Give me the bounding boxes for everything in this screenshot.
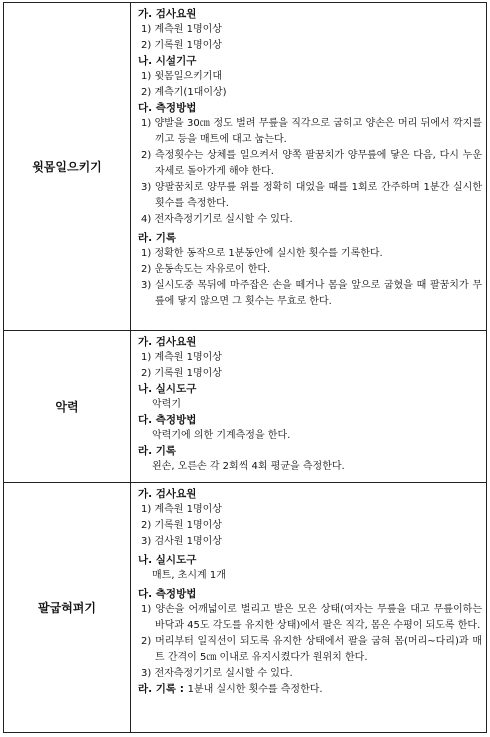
section-title: 나. 실시도구 xyxy=(138,383,197,395)
list-item: 2) 측정횟수는 상체를 일으켜서 양쪽 팔꿈치가 양무릎에 닿은 다음, 다시 누운 자세로 돌아가게 해야 한다. xyxy=(141,150,482,177)
table-row xyxy=(4,3,487,331)
list-item: 1) 정확한 동작으로 1분동안에 실시한 횟수를 기록한다. xyxy=(141,248,383,259)
list-item: 2) 머리부터 일직선이 되도록 유지한 상태에서 팔을 굽혀 몸(머리~다리)과 매트 간격이 5㎝ 이내로 유지시켰다가 원위치 한다. xyxy=(141,636,482,663)
section-title: 가. 검사요원 xyxy=(138,336,197,348)
section-title: 라. 기록 xyxy=(138,232,177,244)
list-item: 2) 계측기(1대이상) xyxy=(141,87,227,98)
section-text: 악력기에 의한 기계측정을 한다. xyxy=(152,430,291,441)
list-item: 1) 계측원 1명이상 xyxy=(141,24,222,35)
section-text: 매트, 초시계 1개 xyxy=(152,570,226,581)
table-row xyxy=(4,331,487,483)
section-title: 다. 측정방법 xyxy=(138,588,197,600)
section-title: 라. 기록 : xyxy=(138,683,184,695)
list-item: 2) 기록원 1명이상 xyxy=(141,520,222,531)
procedure-cell xyxy=(131,3,487,331)
section-title: 나. 실시도구 xyxy=(138,554,197,566)
list-item: 4) 전자측정기기로 실시할 수 있다. xyxy=(141,214,293,225)
section-text: 1분내 실시한 횟수를 측정한다. xyxy=(187,684,323,695)
section-title: 가. 검사요원 xyxy=(138,488,197,500)
list-item: 1) 양발을 30㎝ 정도 벌려 무릎을 직각으로 굽히고 양손은 머리 뒤에서 깍지를 끼고 등을 매트에 대고 눕는다. xyxy=(141,118,482,145)
procedure-cell xyxy=(131,483,487,733)
test-name: 팔굽혀펴기 xyxy=(38,601,96,615)
section-title: 나. 시설기구 xyxy=(138,55,197,67)
section-text: 왼손, 오른손 각 2회씩 4회 평균을 측정한다. xyxy=(152,461,345,472)
list-item: 3) 양팔꿈치로 양무릎 위를 정확히 대었을 때를 1회로 간주하며 1분간 실시한 횟수를 측정한다. xyxy=(141,182,482,209)
list-item: 2) 운동속도는 자유로이 한다. xyxy=(141,264,271,275)
procedure-cell xyxy=(131,331,487,483)
list-item: 2) 기록원 1명이상 xyxy=(141,368,222,379)
list-item: 2) 기록원 1명이상 xyxy=(141,40,222,51)
list-item: 1) 계측원 1명이상 xyxy=(141,352,222,363)
section-title: 라. 기록 xyxy=(138,445,177,457)
test-name-cell xyxy=(4,483,131,733)
table-row xyxy=(4,483,487,733)
section-title: 가. 검사요원 xyxy=(138,8,197,20)
list-item: 1) 양손을 어깨넓이로 벌리고 발은 모은 상태(여자는 무릎을 대고 무릎이하는 바닥과 45도 각도를 유지한 상태)에서 팔은 직각, 몸은 수평이 되도록 한다. xyxy=(141,604,482,631)
test-name: 윗몸일으키기 xyxy=(32,160,102,174)
list-item: 3) 검사원 1명이상 xyxy=(141,536,222,547)
section-text: 악력기 xyxy=(152,399,181,410)
test-name-cell xyxy=(4,331,131,483)
list-item: 1) 윗몸일으키기대 xyxy=(141,71,223,82)
section-title: 다. 측정방법 xyxy=(138,414,197,426)
record-line xyxy=(138,682,482,698)
list-item: 1) 계측원 1명이상 xyxy=(141,504,222,515)
list-item: 3) 전자측정기기로 실시할 수 있다. xyxy=(141,668,293,679)
test-name: 악력 xyxy=(55,400,79,414)
test-name-cell xyxy=(4,3,131,331)
section-title: 다. 측정방법 xyxy=(138,102,197,114)
test-procedure-table xyxy=(3,2,487,733)
list-item: 3) 실시도중 목뒤에 마주잡은 손을 떼거나 몸을 앞으로 굽혔을 때 팔꿈치가 무릎에 닿지 않으면 그 횟수는 무효로 한다. xyxy=(141,280,482,307)
